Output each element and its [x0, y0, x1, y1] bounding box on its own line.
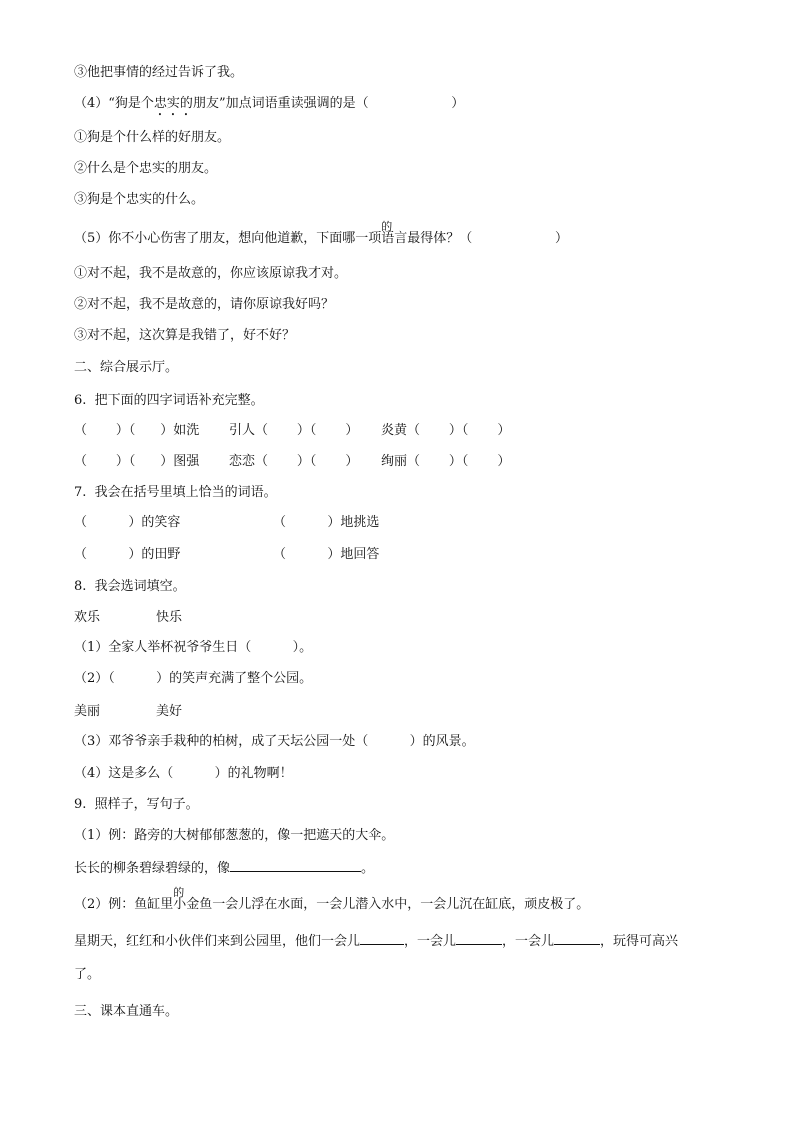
q5-suffix: 言最得体？（ ）	[394, 231, 568, 246]
q9-answer-2-part-d: ，玩得可高兴	[600, 934, 679, 949]
q6-title: 6. 把下面的四字词语补充完整。	[74, 393, 264, 408]
q9-answer-2-part-a: 星期天，红红和小伙伴们来到公园里，他们一会儿	[74, 934, 361, 949]
q9-answer-2	[74, 931, 678, 951]
q9-answer-1-suffix: 。	[361, 861, 375, 876]
q6-item: （ ）（ ）图强	[74, 454, 200, 469]
q9-example-1: （1）例：路旁的大树郁郁葱葱的，像一把遮天的大伞。	[74, 828, 395, 843]
q4-option-2: ②什么是个忠实的朋友。	[74, 161, 218, 176]
q9-answer-2-blank[interactable]	[456, 931, 502, 945]
q9-ruby-base: 小	[173, 897, 187, 912]
q8-title: 8. 我会选词填空。	[74, 579, 186, 594]
q3-option-3: ③他把事情的经过告诉了我。	[74, 65, 244, 80]
q8-sentence-4: （4）这是多么（ ）的礼物啊！	[74, 766, 293, 781]
q6-item: 炎黄（ ）（ ）	[381, 423, 511, 438]
q4-prefix: （4）“狗是个	[74, 96, 154, 111]
q8-sentence-2: （2）（ ）的笑声充满了整个公园。	[74, 671, 313, 686]
q6-item: （ ）（ ）如洗	[74, 423, 200, 438]
q7-item: （ ）地挑选	[273, 515, 380, 530]
q4-option-3: ③狗是个忠实的什么。	[74, 192, 205, 207]
q7-item: （ ）的笑容	[74, 515, 181, 530]
q5-option-3: ③对不起，这次算是我错了，好不好？	[74, 328, 296, 343]
q7-item: （ ）的田野	[74, 547, 181, 562]
question-5	[74, 220, 568, 248]
q8-sentence-1: （1）全家人举杯祝爷爷生日（ ）。	[74, 640, 313, 655]
q8-word-choice: 美好	[156, 704, 183, 719]
question-4	[74, 95, 464, 119]
q7-item: （ ）地回答	[273, 547, 380, 562]
q9-answer-1-prefix: 长长的柳条碧绿碧绿的，像	[74, 861, 231, 876]
q5-prefix: （5）你不小心伤害了朋友，想向他道歉，下面哪一项	[74, 231, 382, 246]
q8-word-choice: 美丽	[74, 704, 101, 719]
q5-ruby-base: 语	[381, 231, 395, 246]
q9-answer-2-end: 了。	[74, 967, 101, 982]
q9-ruby-top: 的	[173, 886, 185, 899]
section-2-heading: 二、综合展示厅。	[74, 360, 179, 375]
q9-example-2-prefix: （2）例：鱼缸里	[74, 897, 174, 912]
q6-item: 恋恋（ ）（ ）	[229, 454, 359, 469]
q9-answer-2-part-c: ，一会儿	[502, 934, 555, 949]
q9-example-2	[74, 886, 590, 914]
q6-item: 引人（ ）（ ）	[229, 423, 359, 438]
q9-answer-2-part-b: ，一会儿	[404, 934, 457, 949]
q8-sentence-3: （3）邓爷爷亲手栽种的柏树，成了天坛公园一处（ ）的风景。	[74, 734, 475, 749]
section-3-heading: 三、课本直通车。	[74, 1004, 179, 1019]
q9-ruby-char	[173, 886, 187, 914]
q9-answer-2-blank[interactable]	[554, 931, 600, 945]
q5-ruby-top: 的	[381, 220, 393, 233]
q9-answer-1-blank[interactable]	[230, 858, 361, 872]
q5-ruby-char	[381, 220, 395, 248]
q7-title: 7. 我会在括号里填上恰当的词语。	[74, 485, 277, 500]
q8-word-choice: 欢乐	[74, 610, 101, 625]
q4-dotted-word: 忠实的	[153, 96, 193, 111]
q8-word-choice: 快乐	[156, 610, 183, 625]
q5-option-1: ①对不起，我不是故意的，你应该原谅我才对。	[74, 266, 348, 281]
q6-item: 绚丽（ ）（ ）	[381, 454, 511, 469]
q9-title: 9. 照样子，写句子。	[74, 797, 199, 812]
q4-option-1: ①狗是个什么样的好朋友。	[74, 130, 231, 145]
q5-option-2: ②对不起，我不是故意的，请你原谅我好吗？	[74, 297, 335, 312]
q4-suffix: 朋友”加点词语重读强调的是（ ）	[192, 96, 465, 111]
q9-example-2-suffix: 金鱼一会儿浮在水面，一会儿潜入水中，一会儿沉在缸底，顽皮极了。	[186, 897, 590, 912]
q9-answer-1	[74, 858, 374, 878]
q9-answer-2-blank[interactable]	[360, 931, 404, 945]
